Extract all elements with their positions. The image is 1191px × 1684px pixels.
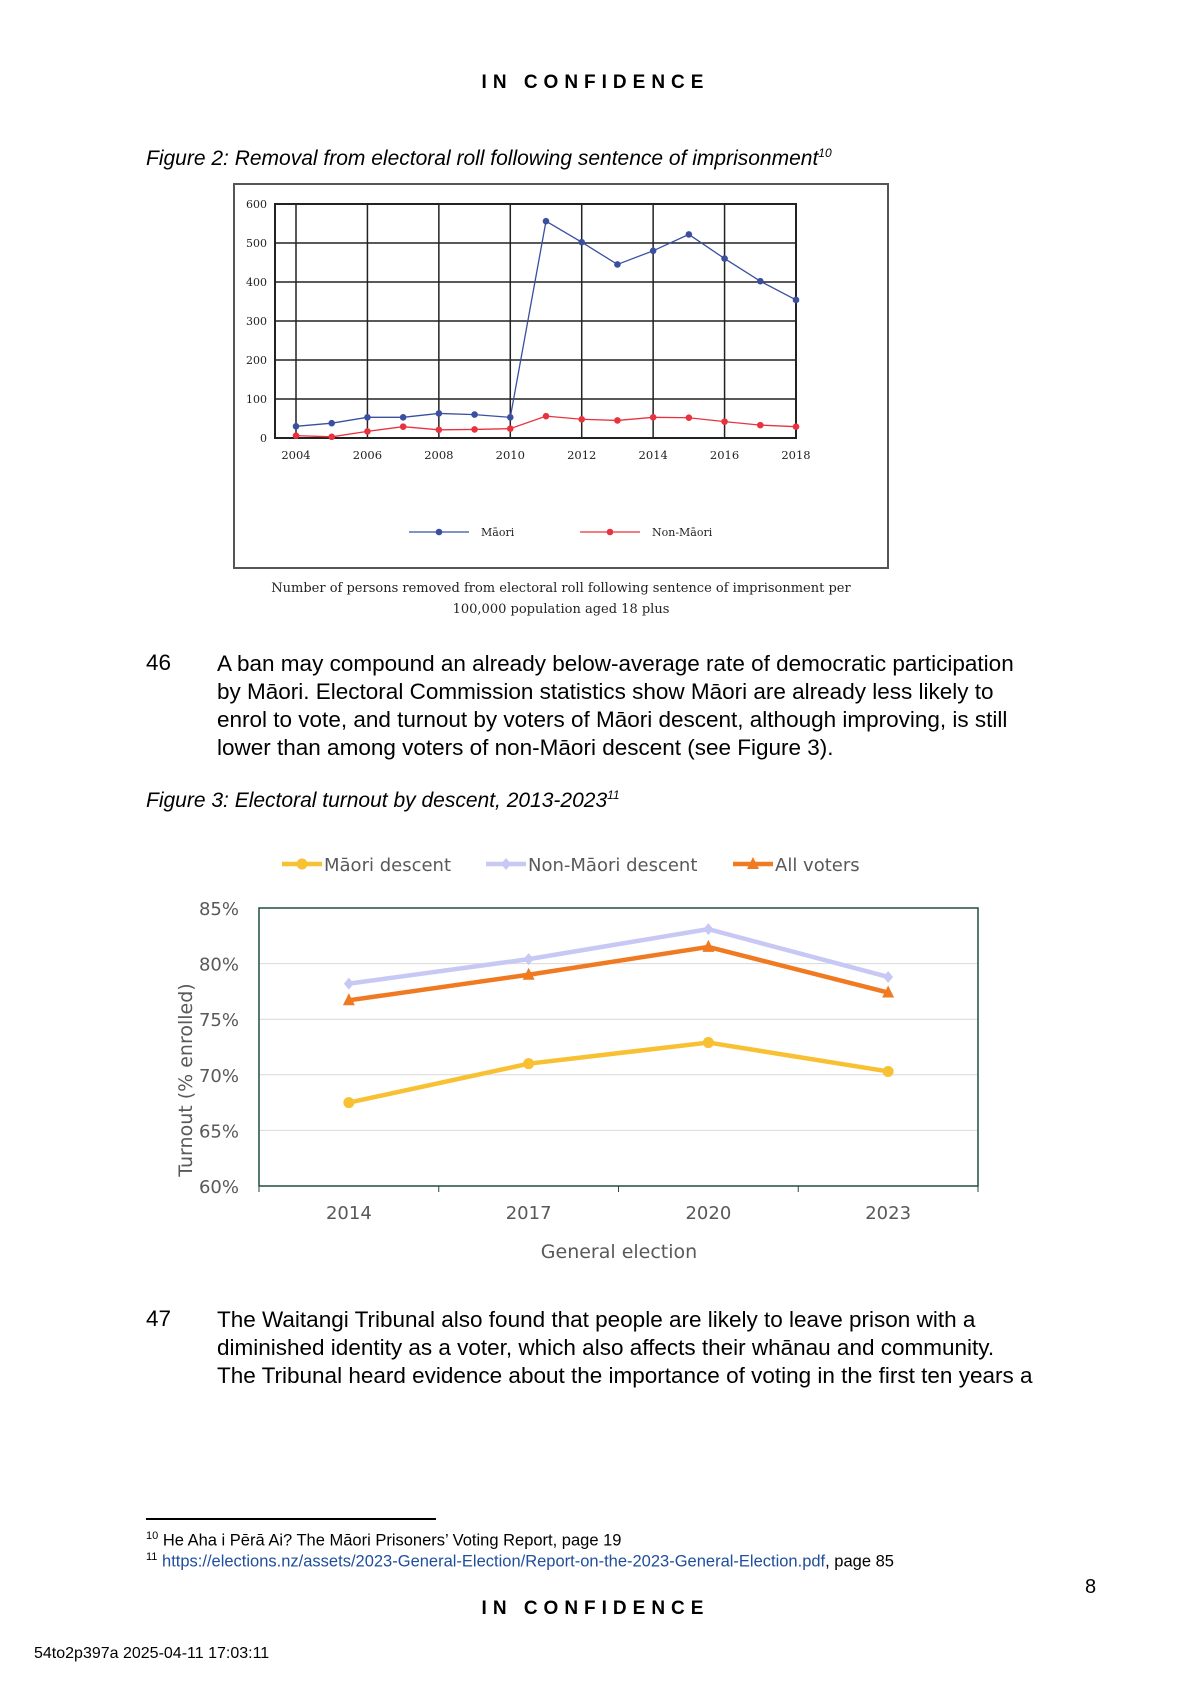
figure2-data-point [614, 261, 621, 268]
figure2-data-point [436, 410, 443, 417]
document-stamp: 54to2p397a 2025-04-11 17:03:11 [34, 1645, 270, 1662]
figure2-data-point [757, 422, 764, 429]
header-classification: IN CONFIDENCE [481, 72, 710, 93]
figure3-x-tick-label: 2023 [865, 1203, 912, 1224]
figure2-data-point [721, 418, 728, 425]
figure3-data-point [703, 923, 713, 935]
figure2-data-point [364, 414, 371, 421]
figure2-chart [233, 183, 889, 569]
figure2-y-tick-label: 500 [246, 237, 267, 250]
footnote-11-number: 11 [146, 1551, 158, 1563]
figure3-x-axis-label: General election [540, 1241, 698, 1263]
paragraph-47-line: The Waitangi Tribunal also found that people are likely to leave prison with a [217, 1307, 976, 1332]
figure3-x-tick-label: 2020 [685, 1203, 732, 1224]
figure2-y-tick-label: 600 [246, 198, 267, 211]
figure3-y-tick-label: 65% [198, 1121, 239, 1143]
figure3-legend-marker [501, 858, 511, 870]
figure2-note [233, 578, 889, 620]
paragraph-46 [217, 650, 1014, 762]
figure3-legend-label: Māori descent [324, 855, 452, 876]
paragraph-47-line: The Tribunal heard evidence about the importance of voting in the first ten years a [217, 1363, 1033, 1388]
figure2-data-point [328, 434, 335, 441]
paragraph-47 [217, 1306, 1032, 1390]
figure2-data-point [650, 248, 657, 255]
figure3-series-line-0 [349, 1043, 888, 1103]
paragraph-46-line: lower than among voters of non-Māori descent (see Figure 3). [217, 735, 834, 760]
figure3-x-tick-label: 2017 [505, 1203, 552, 1224]
figure2-caption-text: Figure 2: Removal from electoral roll following sentence of imprisonment [146, 147, 819, 170]
figure3-y-tick-label: 75% [198, 1010, 239, 1032]
footnote-10-text: He Aha i Pērā Ai? The Māori Prisoners’ Voting Report, page 19 [162, 1531, 622, 1550]
figure2-data-point [507, 425, 514, 432]
footnote-11-suffix: , page 85 [825, 1552, 894, 1571]
figure3-data-point [523, 1058, 534, 1069]
figure3-caption-text: Figure 3: Electoral turnout by descent, 2013-2023 [146, 789, 608, 812]
footnote-10-number: 10 [146, 1530, 159, 1542]
figure2-data-point [686, 231, 693, 238]
paragraph-47-line: diminished identity as a voter, which also affects their whānau and community. [217, 1335, 995, 1360]
figure2-data-point [471, 426, 478, 433]
figure2-x-tick-label: 2012 [567, 448, 597, 462]
figure3-data-point [883, 971, 893, 983]
figure2-data-point [293, 432, 300, 439]
paragraph-46-line: enrol to vote, and turnout by voters of Māori descent, although improving, is still [217, 707, 1008, 732]
figure2-x-tick-label: 2010 [495, 448, 525, 462]
figure2-x-tick-label: 2008 [424, 448, 454, 462]
figure2-data-point [364, 428, 371, 435]
figure2-frame [234, 184, 888, 568]
figure2-caption [146, 146, 832, 171]
figure2-data-point [578, 416, 585, 423]
figure2-data-point [578, 239, 585, 246]
figure2-data-point [543, 218, 550, 225]
paragraph-46-line: by Māori. Electoral Commission statistics show Māori are already less likely to [217, 679, 994, 704]
figure3-caption [146, 788, 620, 813]
figure2-data-point [650, 414, 657, 421]
figure3-series-line-1 [349, 929, 888, 983]
figure2-y-tick-label: 0 [260, 432, 267, 445]
figure2-data-point [400, 414, 407, 421]
paragraph-46-number: 46 [146, 650, 172, 675]
figure2-data-point [328, 420, 335, 427]
figure3-data-point [883, 1066, 894, 1077]
figure2-data-point [507, 414, 514, 421]
figure3-legend-label: All voters [775, 855, 860, 876]
figure2-y-tick-label: 100 [246, 393, 267, 406]
footnote-separator [146, 1518, 436, 1520]
figure3-y-axis-label: Turnout (% enrolled) [175, 983, 197, 1177]
figure2-legend-marker [436, 529, 443, 536]
figure3-data-point [344, 978, 354, 990]
figure2-data-point [293, 423, 300, 430]
figure3-y-tick-label: 80% [198, 954, 239, 976]
footnote-10 [146, 1530, 621, 1551]
figure3-footnote-ref: 11 [607, 788, 620, 802]
figure3-y-tick-label: 85% [198, 899, 239, 920]
paragraph-47-number: 47 [146, 1306, 172, 1331]
figure2-note-line1: Number of persons removed from electoral roll following sentence of imprisonment per [271, 581, 851, 596]
figure2-legend-label: Māori [481, 526, 515, 539]
footnote-11 [146, 1551, 894, 1572]
figure2-footnote-ref: 10 [818, 146, 832, 160]
figure3-x-tick-label: 2014 [325, 1203, 372, 1224]
figure2-x-tick-label: 2016 [709, 448, 740, 462]
figure2-data-point [436, 427, 443, 434]
figure2-legend-marker [607, 529, 614, 536]
page-number: 8 [1085, 1576, 1097, 1598]
figure2-y-tick-label: 400 [246, 276, 267, 289]
figure2-data-point [793, 297, 800, 304]
figure2-data-point [793, 423, 800, 430]
figure2-note-line2: 100,000 population aged 18 plus [452, 602, 670, 617]
figure2-data-point [471, 411, 478, 418]
figure3-y-tick-label: 60% [198, 1177, 239, 1198]
figure2-data-point [757, 278, 764, 285]
figure3-plot-border [259, 908, 978, 1186]
figure2-x-tick-label: 2006 [352, 448, 383, 462]
figure2-data-point [614, 417, 621, 424]
figure3-data-point [703, 1037, 714, 1048]
figure3-legend-label: Non-Māori descent [528, 855, 698, 876]
figure2-x-tick-label: 2014 [638, 448, 668, 462]
figure2-data-point [543, 413, 550, 420]
figure2-data-point [400, 423, 407, 430]
figure2-legend-label: Non-Māori [652, 526, 713, 539]
figure3-legend-marker [297, 859, 308, 870]
figure2-x-tick-label: 2018 [781, 448, 811, 462]
figure3-data-point [343, 1097, 354, 1108]
paragraph-46-line: A ban may compound an already below-average rate of democratic participation [217, 651, 1014, 676]
footer-classification: IN CONFIDENCE [481, 1598, 710, 1619]
figure2-data-point [721, 255, 728, 262]
figure3-y-tick-label: 70% [198, 1065, 239, 1087]
figure2-y-tick-label: 200 [246, 354, 267, 367]
figure3-chart [160, 840, 1000, 1270]
figure2-y-tick-label: 300 [246, 315, 267, 328]
footnote-11-link[interactable]: https://elections.nz/assets/2023-General-Election/Report-on-the-2023-General-Election.pdf [162, 1552, 826, 1571]
figure2-x-tick-label: 2004 [281, 448, 311, 462]
figure2-data-point [686, 414, 693, 421]
